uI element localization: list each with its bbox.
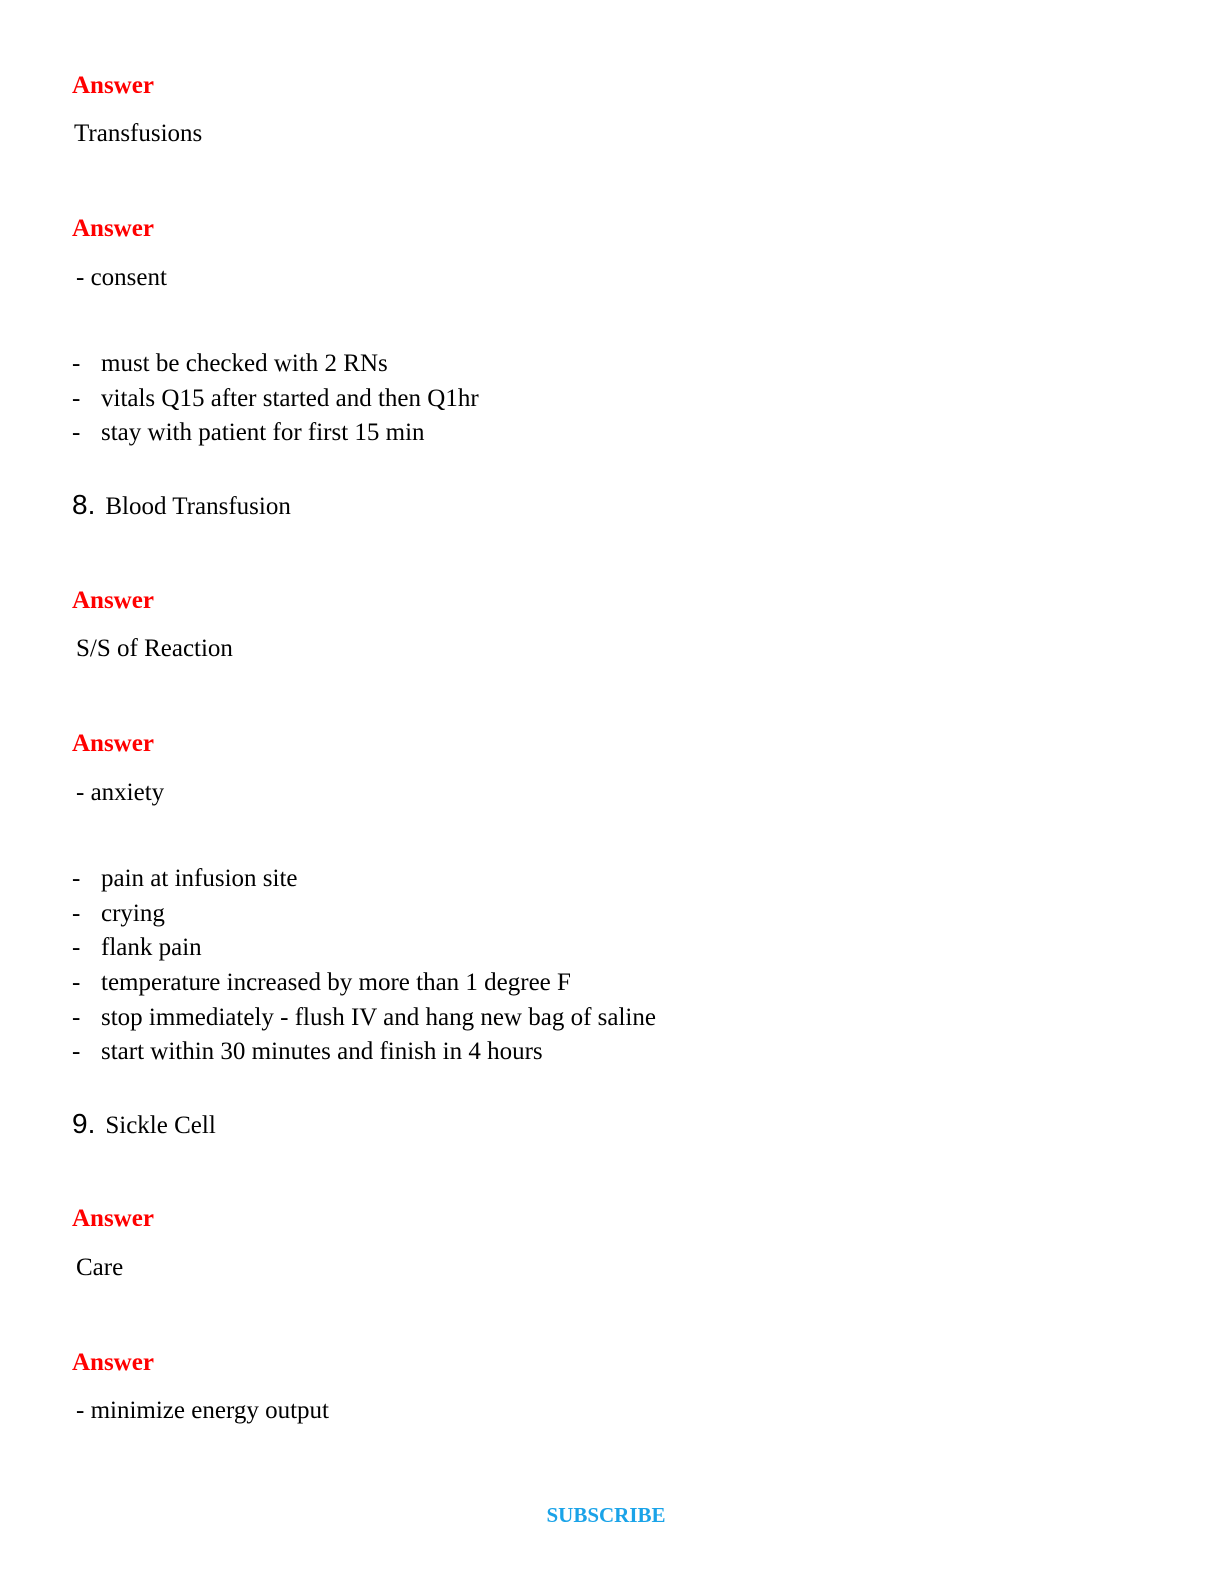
list-item-text: pain at infusion site bbox=[101, 865, 298, 892]
answer-label: Answer bbox=[72, 215, 154, 242]
question-number: 8. bbox=[72, 489, 96, 520]
answer-text: - minimize energy output bbox=[76, 1397, 329, 1424]
list-item-text: vitals Q15 after started and then Q1hr bbox=[101, 385, 479, 412]
answer-label: Answer bbox=[72, 1349, 154, 1376]
answer-text: - consent bbox=[76, 264, 167, 291]
list-dash: - bbox=[72, 900, 81, 927]
question-title: Blood Transfusion bbox=[105, 493, 291, 520]
list-item bbox=[72, 1038, 543, 1066]
answer-text: Transfusions bbox=[74, 120, 203, 147]
question-title: Sickle Cell bbox=[105, 1112, 216, 1139]
list-dash: - bbox=[72, 865, 81, 892]
list-item-text: temperature increased by more than 1 degree F bbox=[101, 969, 571, 996]
question-number: 9. bbox=[72, 1108, 96, 1139]
list-dash: - bbox=[72, 1004, 81, 1031]
subscribe-link[interactable]: SUBSCRIBE bbox=[546, 1503, 666, 1527]
list-item-text: crying bbox=[101, 900, 165, 927]
list-item bbox=[72, 900, 165, 928]
list-item bbox=[72, 419, 425, 447]
question-heading bbox=[72, 489, 291, 521]
answer-text: S/S of Reaction bbox=[76, 635, 233, 662]
answer-label: Answer bbox=[72, 72, 154, 99]
list-dash: - bbox=[72, 969, 81, 996]
list-item-text: stop immediately - flush IV and hang new bag of saline bbox=[101, 1004, 656, 1031]
answer-text: Care bbox=[76, 1254, 124, 1281]
list-item bbox=[72, 350, 388, 378]
list-item bbox=[72, 1004, 656, 1032]
list-item-text: must be checked with 2 RNs bbox=[101, 350, 388, 377]
answer-label: Answer bbox=[72, 1205, 154, 1232]
list-item-text: flank pain bbox=[101, 934, 202, 961]
list-item-text: start within 30 minutes and finish in 4 hours bbox=[101, 1038, 543, 1065]
list-item bbox=[72, 385, 479, 413]
answer-label: Answer bbox=[72, 730, 154, 757]
list-dash: - bbox=[72, 419, 81, 446]
list-item bbox=[72, 865, 298, 893]
list-dash: - bbox=[72, 350, 81, 377]
answer-label: Answer bbox=[72, 587, 154, 614]
list-item bbox=[72, 934, 202, 962]
question-heading bbox=[72, 1108, 216, 1140]
answer-text: - anxiety bbox=[76, 779, 165, 806]
list-item bbox=[72, 969, 571, 997]
list-dash: - bbox=[72, 934, 81, 961]
list-dash: - bbox=[72, 1038, 81, 1065]
list-item-text: stay with patient for first 15 min bbox=[101, 419, 425, 446]
list-dash: - bbox=[72, 385, 81, 412]
